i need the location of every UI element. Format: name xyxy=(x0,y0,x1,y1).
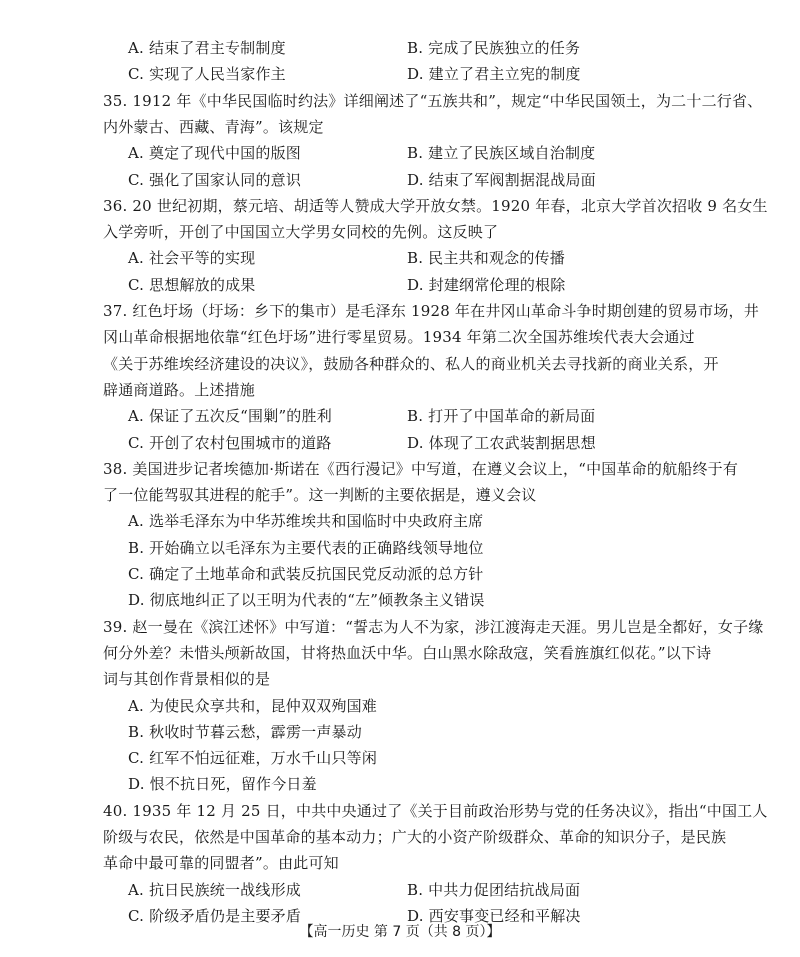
q40-stem-line-3: 革命中最可靠的同盟者”。由此可知 xyxy=(103,854,339,873)
q37-stem-line-1: 37. 红色圩场（圩场：乡下的集市）是毛泽东 1928 年在井冈山革命斗争时期创建的贸易市场，井 xyxy=(103,302,759,320)
q35-stem-line-1: 35. 1912 年《中华民国临时约法》详细阐述了“五族共和”，规定“中华民国领土，为二十二行省、 xyxy=(103,91,763,110)
q38-stem-line-2: 了一位能驾驭其进程的舵手”。这一判断的主要依据是，遵义会议 xyxy=(103,486,537,505)
q40-option-a: A. 抗日民族统一战线形成 xyxy=(128,880,301,899)
q39-option-a: A. 为使民众享共和，昆仲双双殉国难 xyxy=(128,696,377,715)
q38-option-a: A. 选举毛泽东为中华苏维埃共和国临时中央政府主席 xyxy=(128,512,484,531)
q35-stem-line-2: 内外蒙古、西藏、青海”。该规定 xyxy=(103,117,324,136)
q39-stem-line-2: 何分外差？未惜头颅新故国，甘将热血沃中华。白山黑水除敌寇，笑看旌旗红似花。”以下诗 xyxy=(103,643,712,662)
prev-option-c: C. 实现了人民当家作主 xyxy=(128,65,286,84)
q37-option-d: D. 体现了工农武装割据思想 xyxy=(407,433,596,452)
prev-option-a: A. 结束了君主专制制度 xyxy=(128,39,286,57)
q39-option-d: D. 恨不抗日死，留作今日羞 xyxy=(128,775,317,794)
q35-option-b: B. 建立了民族区域自治制度 xyxy=(407,144,596,163)
q40-stem-line-1: 40. 1935 年 12 月 25 日，中共中央通过了《关于目前政治形势与党的任务决议》，指出“中国工人 xyxy=(103,801,768,820)
q40-option-d: D. 西安事变已经和平解决 xyxy=(407,906,581,925)
prev-option-d: D. 建立了君主立宪的制度 xyxy=(407,65,581,84)
q37-stem-line-2: 冈山革命根据地依靠“红色圩场”进行零星贸易。1934 年第二次全国苏维埃代表大会通过 xyxy=(103,328,695,347)
q37-stem-line-4: 辟通商道路。上述措施 xyxy=(103,380,256,399)
q36-option-d: D. 封建纲常伦理的根除 xyxy=(407,275,566,294)
q37-stem-line-3: 《关于苏维埃经济建设的决议》，鼓励各种群众的、私人的商业机关去寻找新的商业关系，开 xyxy=(103,354,719,373)
q38-option-c: C. 确定了土地革命和武装反抗国民党反动派的总方针 xyxy=(128,565,484,583)
q39-stem-line-1: 39. 赵一曼在《滨江述怀》中写道：“誓志为人不为家，涉江渡海走天涯。男儿岂是全都好，女子缘 xyxy=(103,617,764,636)
q36-stem-line-2: 入学旁听，开创了中国国立大学男女同校的先例。这反映了 xyxy=(103,223,499,242)
q38-stem-line-1: 38. 美国进步记者埃德加·斯诺在《西行漫记》中写道，在遵义会议上，“中国革命的航船终于有 xyxy=(103,459,739,478)
q36-stem-line-1: 36. 20 世纪初期，蔡元培、胡适等人赞成大学开放女禁。1920 年春，北京大学首次招收 9 名女生 xyxy=(103,196,768,215)
q39-stem-line-3: 词与其创作背景相似的是 xyxy=(103,670,271,689)
q40-stem-line-2: 阶级与农民，依然是中国革命的基本动力；广大的小资产阶级群众、革命的知识分子，是民族 xyxy=(103,828,727,846)
q36-option-a: A. 社会平等的实现 xyxy=(128,249,256,268)
q36-option-c: C. 思想解放的成果 xyxy=(128,275,256,294)
q35-option-c: C. 强化了国家认同的意识 xyxy=(128,170,302,189)
q37-option-b: B. 打开了中国革命的新局面 xyxy=(407,407,596,426)
q40-option-b: B. 中共力促团结抗战局面 xyxy=(407,880,581,899)
prev-option-b: B. 完成了民族独立的任务 xyxy=(407,39,581,57)
q39-option-c: C. 红军不怕远征难，万水千山只等闲 xyxy=(128,749,378,768)
q36-option-b: B. 民主共和观念的传播 xyxy=(407,249,565,268)
q35-option-d: D. 结束了军阀割据混战局面 xyxy=(407,170,596,189)
page-footer: 【高一历史 第 7 页（共 8 页）】 xyxy=(299,924,501,940)
q38-option-b: B. 开始确立以毛泽东为主要代表的正确路线领导地位 xyxy=(128,538,484,557)
q37-option-a: A. 保证了五次反“围剿”的胜利 xyxy=(128,407,332,426)
q40-option-c: C. 阶级矛盾仍是主要矛盾 xyxy=(128,906,302,925)
q39-option-b: B. 秋收时节暮云愁，霹雳一声暴动 xyxy=(128,722,362,741)
q35-option-a: A. 奠定了现代中国的版图 xyxy=(128,144,301,163)
q37-option-c: C. 开创了农村包围城市的道路 xyxy=(128,433,332,452)
q38-option-d: D. 彻底地纠正了以王明为代表的“左”倾教条主义错误 xyxy=(128,591,485,610)
